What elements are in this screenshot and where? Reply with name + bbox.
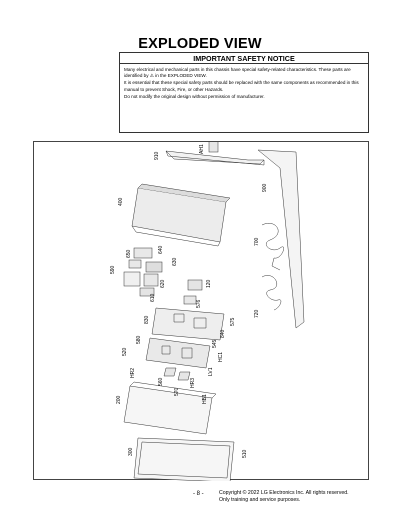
label-620: 620 <box>160 279 166 288</box>
safety-notice-box <box>119 52 369 133</box>
label-545: 545 <box>212 339 218 348</box>
safety-notice-body <box>120 64 368 100</box>
label-840: 840 <box>220 329 226 338</box>
page-title: EXPLODED VIEW <box>138 36 262 52</box>
label-650: 650 <box>126 249 132 258</box>
safety-notice-line-3: Do not modify the original design without permission of manufacturer. <box>124 93 265 99</box>
label-575: 575 <box>230 317 236 326</box>
label-580: 580 <box>136 335 142 344</box>
label-910: 910 <box>154 151 160 160</box>
label-700: 700 <box>254 237 260 246</box>
label-200: 200 <box>116 395 122 404</box>
label-570: 570 <box>174 387 180 396</box>
label-120: 120 <box>206 279 212 288</box>
label-830: 830 <box>144 315 150 324</box>
label-630: 630 <box>172 257 178 266</box>
label-lv1: LV1 <box>208 367 214 376</box>
label-hr2: HR2 <box>130 367 136 378</box>
label-ah1: AH1 <box>199 144 205 154</box>
label-640: 640 <box>158 245 164 254</box>
label-576: 576 <box>196 299 202 308</box>
copyright-notice <box>219 490 349 503</box>
callout-labels <box>34 142 370 481</box>
safety-notice-heading: IMPORTANT SAFETY NOTICE <box>120 53 368 64</box>
copyright-line-2: Only training and service purposes. <box>219 496 301 503</box>
label-hr3: HR3 <box>190 377 196 388</box>
label-900: 900 <box>262 183 268 192</box>
label-hb1: HB1 <box>202 394 208 404</box>
label-300: 300 <box>128 447 134 456</box>
safety-notice-line-2: It is essential that these special safety parts should be replaced with the same components as recommended in this manual to prevent Shock, Fire, or other Hazards. <box>124 80 359 92</box>
label-590: 590 <box>110 265 116 274</box>
label-400: 400 <box>118 197 124 206</box>
label-610: 610 <box>150 293 156 302</box>
page-number: - 8 - <box>193 491 204 497</box>
label-720: 720 <box>254 309 260 318</box>
safety-notice-line-1: Many electrical and mechanical parts in this chassis have special safety-related characteristics. These parts are identified by ⚠ in the EXPLODED VIEW. <box>124 67 351 79</box>
label-510: 510 <box>242 449 248 458</box>
label-560: 560 <box>158 377 164 386</box>
copyright-line-1: Copyright © 2022 LG Electronics Inc. All rights reserved. <box>219 490 349 496</box>
label-hc1: HC1 <box>218 351 224 362</box>
label-520: 520 <box>122 347 128 356</box>
exploded-view-diagram <box>33 141 369 480</box>
